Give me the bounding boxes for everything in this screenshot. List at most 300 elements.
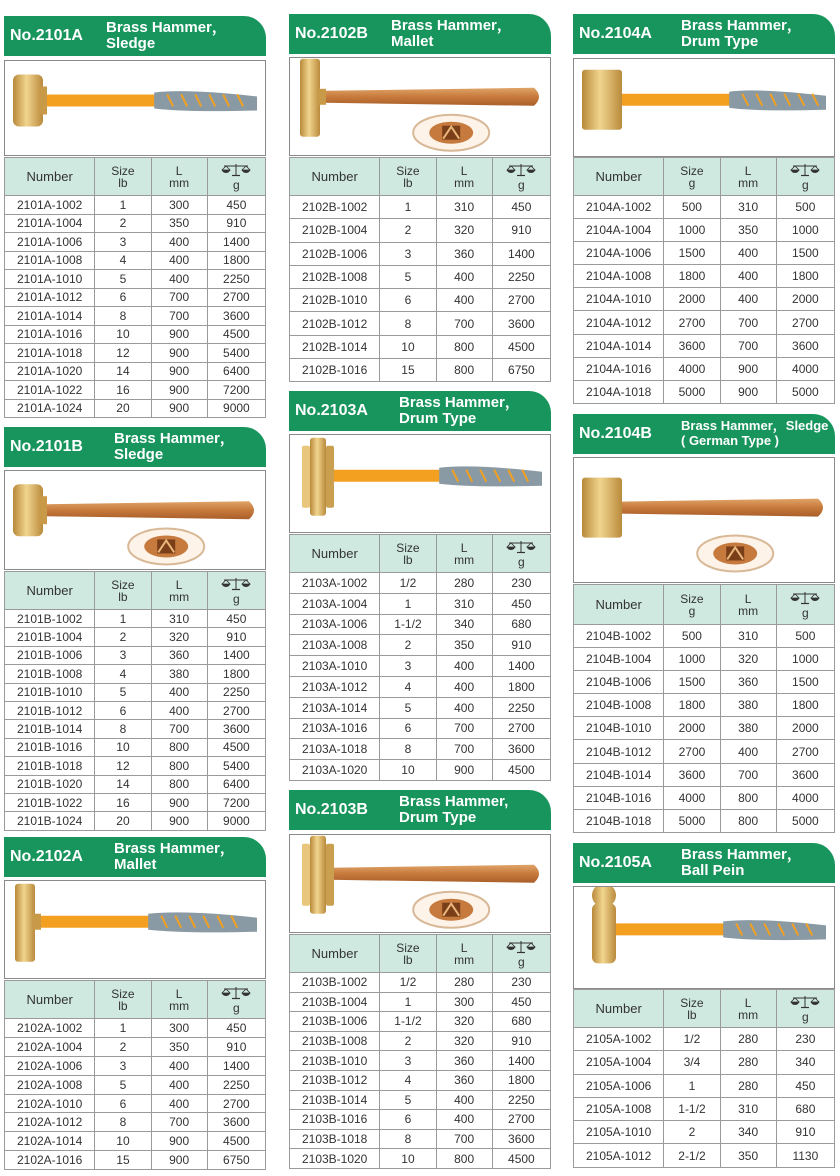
product-number: No.2104A	[579, 25, 652, 42]
table-cell: 2-1/2	[664, 1144, 720, 1167]
table-cell: 400	[151, 270, 207, 289]
table-cell: 360	[436, 1051, 492, 1071]
table-cell: 2250	[492, 697, 550, 718]
table-cell: 1	[664, 1074, 720, 1097]
product-name-line1: Brass Hammer，	[114, 840, 235, 857]
table-cell: 3600	[664, 763, 720, 786]
column-header	[380, 535, 436, 573]
table-cell: 230	[492, 573, 550, 594]
hammer-illustration	[290, 435, 550, 532]
table-cell: 910	[207, 628, 265, 646]
table-cell: 2000	[664, 288, 720, 311]
table-cell: 16	[95, 381, 151, 400]
table-cell: 15	[95, 1151, 151, 1170]
product-name	[399, 794, 508, 826]
table-cell: 6750	[207, 1151, 265, 1170]
table-cell: 700	[151, 720, 207, 738]
table-cell: 800	[436, 359, 492, 382]
table-cell: 280	[720, 1074, 776, 1097]
table-row	[5, 1056, 266, 1075]
table-cell: 2104B-1012	[574, 740, 664, 763]
product-name-line1: Brass Hammer，	[391, 17, 512, 34]
table-cell: 280	[436, 973, 492, 993]
table-cell: 6	[95, 288, 151, 307]
table-row	[5, 344, 266, 363]
table-cell: 8	[95, 720, 151, 738]
table-cell: 450	[776, 1074, 834, 1097]
table-cell: 2104B-1002	[574, 625, 664, 648]
table-cell: 900	[151, 362, 207, 381]
table-cell: 2700	[492, 1110, 550, 1130]
table-cell: 400	[151, 251, 207, 270]
table-cell: 1-1/2	[380, 1012, 436, 1032]
table-row	[574, 357, 835, 380]
table-cell: 2101A-1012	[5, 288, 95, 307]
table-cell: 3/4	[664, 1051, 720, 1074]
table-cell: 4	[95, 251, 151, 270]
column-header-label: L	[175, 163, 183, 178]
table-cell: 2700	[776, 740, 834, 763]
column-header	[290, 935, 380, 973]
table-cell: 320	[436, 1012, 492, 1032]
table-row	[5, 399, 266, 418]
hammer-head	[582, 70, 622, 130]
product-name-line1: Brass Hammer，	[399, 394, 520, 411]
table-cell: 400	[720, 265, 776, 288]
product-image	[573, 886, 835, 989]
table-cell: 2104A-1014	[574, 334, 664, 357]
table-cell: 9000	[207, 399, 265, 418]
spec-table	[289, 934, 551, 1169]
table-cell: 2104A-1004	[574, 219, 664, 242]
table-cell: 5000	[776, 380, 834, 403]
table-cell: 2103A-1016	[290, 718, 380, 739]
table-cell: 900	[151, 344, 207, 363]
table-cell: 8	[380, 312, 436, 335]
table-cell: 2101B-1002	[5, 610, 95, 628]
table-cell: 8	[95, 1113, 151, 1132]
column-header	[664, 585, 720, 625]
table-row	[574, 809, 835, 832]
table-cell: 500	[776, 196, 834, 219]
table-cell: 8	[95, 307, 151, 326]
table-cell: 1800	[492, 1070, 550, 1090]
table-cell: 900	[151, 1151, 207, 1170]
product-number: No.2102B	[295, 25, 368, 42]
table-cell: 5	[380, 1090, 436, 1110]
table-cell: 700	[720, 763, 776, 786]
table-cell: 2000	[776, 288, 834, 311]
column-header	[95, 158, 151, 196]
table-cell: 4500	[207, 1132, 265, 1151]
table-cell: 2101B-1008	[5, 665, 95, 683]
table-cell: 2101B-1024	[5, 812, 95, 830]
table-cell: 2700	[776, 311, 834, 334]
table-row	[290, 242, 551, 265]
table-row	[574, 219, 835, 242]
table-cell: 2102B-1008	[290, 265, 380, 288]
table-cell: 12	[95, 344, 151, 363]
table-row	[574, 694, 835, 717]
table-cell: 2103B-1020	[290, 1149, 380, 1169]
table-cell: 1	[95, 610, 151, 628]
table-cell: 2101A-1002	[5, 196, 95, 215]
table-cell: 800	[151, 775, 207, 793]
product-header	[289, 391, 551, 431]
table-cell: 400	[151, 1056, 207, 1075]
table-cell: 320	[436, 219, 492, 242]
table-cell: 2101B-1020	[5, 775, 95, 793]
table-cell: 2700	[207, 701, 265, 719]
table-cell: 3	[95, 1056, 151, 1075]
column-header	[776, 585, 834, 625]
table-cell: 800	[436, 1149, 492, 1169]
column-header	[5, 981, 95, 1019]
table-cell: 3600	[776, 334, 834, 357]
product-header	[289, 14, 551, 54]
table-cell: 4000	[776, 786, 834, 809]
table-cell: 350	[151, 214, 207, 233]
table-cell: 2250	[492, 1090, 550, 1110]
table-cell: 4500	[207, 325, 265, 344]
table-cell: 2101B-1012	[5, 701, 95, 719]
column-header	[776, 158, 834, 196]
table-cell: 280	[436, 573, 492, 594]
column-header-unit: g	[518, 954, 525, 969]
product-name-line2: Ball Pein	[681, 862, 745, 879]
table-cell: 10	[95, 325, 151, 344]
table-row	[5, 1075, 266, 1094]
table-cell: 1	[380, 992, 436, 1012]
table-cell: 680	[492, 614, 550, 635]
table-cell: 4000	[664, 357, 720, 380]
table-cell: 1-1/2	[380, 614, 436, 635]
table-cell: 230	[776, 1028, 834, 1051]
table-header-row	[290, 935, 551, 973]
hammer-handle	[45, 501, 254, 519]
table-cell: 5	[95, 270, 151, 289]
table-row	[290, 614, 551, 635]
column-header	[290, 158, 380, 196]
table-row	[5, 720, 266, 738]
table-cell: 1800	[492, 676, 550, 697]
table-cell: 2	[380, 1031, 436, 1051]
column-header	[95, 981, 151, 1019]
column-header	[380, 935, 436, 973]
table-cell: 2101A-1006	[5, 233, 95, 252]
table-cell: 680	[492, 1012, 550, 1032]
table-cell: 400	[436, 289, 492, 312]
product-name	[114, 841, 235, 873]
table-cell: 6	[380, 289, 436, 312]
hammer-handle	[620, 90, 826, 110]
table-cell: 400	[151, 701, 207, 719]
table-cell: 2104A-1008	[574, 265, 664, 288]
table-cell: 2	[380, 635, 436, 656]
table-row	[290, 697, 551, 718]
table-cell: 1	[95, 1019, 151, 1038]
table-cell: 2101A-1004	[5, 214, 95, 233]
table-cell: 2101A-1018	[5, 344, 95, 363]
table-cell: 2103A-1012	[290, 676, 380, 697]
product-image	[289, 434, 551, 533]
table-cell: 800	[720, 786, 776, 809]
table-cell: 500	[664, 196, 720, 219]
table-cell: 700	[151, 288, 207, 307]
table-cell: 900	[436, 760, 492, 781]
hammer-illustration	[290, 58, 550, 155]
column-header-unit: lb	[118, 998, 128, 1013]
column-header-unit: lb	[118, 589, 128, 604]
hammer-head	[15, 884, 41, 962]
column-header	[207, 981, 265, 1019]
table-row	[5, 196, 266, 215]
weight-column-icon	[493, 163, 550, 179]
table-cell: 400	[720, 740, 776, 763]
table-cell: 1800	[776, 694, 834, 717]
table-row	[574, 242, 835, 265]
table-cell: 1000	[776, 219, 834, 242]
table-cell: 1000	[664, 219, 720, 242]
table-row	[5, 646, 266, 664]
table-row	[5, 738, 266, 756]
column-header-label: Number	[311, 945, 358, 961]
table-cell: 310	[436, 196, 492, 219]
table-cell: 2103B-1010	[290, 1051, 380, 1071]
table-row	[5, 270, 266, 289]
product-image	[573, 457, 835, 583]
table-cell: 700	[436, 1129, 492, 1149]
table-cell: 2000	[664, 717, 720, 740]
table-row	[574, 288, 835, 311]
column-header	[574, 585, 664, 625]
table-cell: 300	[151, 196, 207, 215]
table-cell: 4000	[664, 786, 720, 809]
table-cell: 400	[436, 1090, 492, 1110]
column-header-unit: g	[518, 554, 525, 569]
table-cell: 700	[720, 334, 776, 357]
table-cell: 5	[95, 683, 151, 701]
table-cell: 1400	[492, 656, 550, 677]
table-cell: 910	[492, 635, 550, 656]
product-image	[573, 58, 835, 157]
table-cell: 2	[664, 1121, 720, 1144]
table-cell: 2	[95, 1037, 151, 1056]
table-cell: 400	[436, 265, 492, 288]
table-cell: 4	[95, 665, 151, 683]
table-cell: 320	[436, 1031, 492, 1051]
table-cell: 2104B-1016	[574, 786, 664, 809]
table-cell: 400	[436, 697, 492, 718]
table-cell: 9000	[207, 812, 265, 830]
column-header-label: Number	[595, 168, 642, 184]
table-cell: 450	[492, 593, 550, 614]
table-cell: 2700	[664, 740, 720, 763]
table-cell: 2101B-1014	[5, 720, 95, 738]
table-row	[574, 648, 835, 671]
column-header	[492, 535, 550, 573]
table-header-row	[574, 990, 835, 1028]
table-cell: 1	[380, 593, 436, 614]
column-header-label: Size	[396, 163, 420, 178]
table-cell: 1800	[776, 265, 834, 288]
table-cell: 310	[720, 1097, 776, 1120]
table-cell: 2103B-1004	[290, 992, 380, 1012]
column-header	[95, 572, 151, 610]
column-header	[720, 158, 776, 196]
column-header	[776, 990, 834, 1028]
table-cell: 2	[95, 628, 151, 646]
table-cell: 450	[207, 1019, 265, 1038]
table-row	[5, 701, 266, 719]
hammer-head	[300, 59, 326, 137]
product-image	[4, 470, 266, 570]
table-row	[5, 307, 266, 326]
table-cell: 5000	[776, 809, 834, 832]
wedge-detail-inset	[697, 535, 773, 571]
product-name-line1: Brass Hammer，Sledge	[681, 418, 829, 433]
table-cell: 16	[95, 793, 151, 811]
table-row	[574, 1121, 835, 1144]
product-name	[681, 18, 802, 50]
table-header-row	[5, 158, 266, 196]
table-row	[574, 1144, 835, 1167]
table-cell: 8	[380, 739, 436, 760]
table-cell: 2104A-1006	[574, 242, 664, 265]
table-row	[290, 1129, 551, 1149]
table-cell: 2103A-1002	[290, 573, 380, 594]
table-cell: 2105A-1006	[574, 1074, 664, 1097]
balance-scale-icon	[790, 591, 820, 605]
table-row	[290, 656, 551, 677]
table-cell: 2102B-1010	[290, 289, 380, 312]
table-cell: 2102B-1006	[290, 242, 380, 265]
table-cell: 2103A-1020	[290, 760, 380, 781]
weight-column-icon	[493, 540, 550, 556]
table-cell: 3600	[207, 1113, 265, 1132]
table-cell: 14	[95, 775, 151, 793]
table-cell: 900	[151, 381, 207, 400]
table-cell: 700	[436, 718, 492, 739]
column-header-label: Size	[111, 163, 135, 178]
table-row	[574, 265, 835, 288]
column-header-label: Size	[111, 577, 135, 592]
table-row	[5, 362, 266, 381]
table-row	[574, 311, 835, 334]
table-cell: 1-1/2	[664, 1097, 720, 1120]
table-row	[5, 1151, 266, 1170]
table-cell: 1800	[207, 251, 265, 270]
hammer-illustration	[574, 887, 834, 988]
table-cell: 2101A-1010	[5, 270, 95, 289]
table-cell: 3600	[207, 720, 265, 738]
table-cell: 310	[720, 625, 776, 648]
table-cell: 2	[380, 219, 436, 242]
table-cell: 1500	[664, 242, 720, 265]
hammer-head	[13, 484, 47, 536]
table-row	[574, 1028, 835, 1051]
product-name-line1: Brass Hammer,	[399, 793, 509, 810]
table-cell: 3	[380, 1051, 436, 1071]
table-cell: 800	[151, 738, 207, 756]
spec-table	[573, 157, 835, 404]
table-cell: 1500	[776, 671, 834, 694]
weight-column-icon	[208, 986, 265, 1002]
table-row	[290, 265, 551, 288]
table-cell: 300	[436, 992, 492, 1012]
table-cell: 12	[95, 757, 151, 775]
table-cell: 3	[95, 646, 151, 664]
table-cell: 400	[720, 242, 776, 265]
column-header-unit: mm	[454, 952, 475, 967]
table-row	[290, 718, 551, 739]
table-cell: 340	[776, 1051, 834, 1074]
table-cell: 400	[151, 1094, 207, 1113]
weight-column-icon	[208, 163, 265, 179]
table-row	[5, 1132, 266, 1151]
column-header	[574, 990, 664, 1028]
product-name	[391, 18, 512, 50]
table-cell: 300	[151, 1019, 207, 1038]
table-cell: 5400	[207, 757, 265, 775]
table-row	[290, 992, 551, 1012]
table-cell: 910	[207, 214, 265, 233]
product-header	[4, 16, 266, 56]
product-name-line1: Brass Hammer，	[681, 17, 802, 34]
table-header-row	[5, 981, 266, 1019]
table-cell: 3	[380, 656, 436, 677]
column-header	[436, 158, 492, 196]
table-cell: 2105A-1004	[574, 1051, 664, 1074]
column-header-label: Size	[396, 940, 420, 955]
table-cell: 2102B-1012	[290, 312, 380, 335]
table-row	[290, 1110, 551, 1130]
table-row	[5, 325, 266, 344]
column-header	[664, 158, 720, 196]
table-cell: 1400	[207, 646, 265, 664]
table-cell: 1/2	[380, 573, 436, 594]
product-name-line1: Brass Hammer，	[114, 430, 235, 447]
table-cell: 2101A-1020	[5, 362, 95, 381]
table-cell: 700	[720, 311, 776, 334]
product-image	[289, 834, 551, 933]
table-cell: 2104A-1010	[574, 288, 664, 311]
table-cell: 450	[492, 992, 550, 1012]
table-row	[290, 219, 551, 242]
table-cell: 500	[776, 625, 834, 648]
product-number: No.2101B	[10, 438, 83, 455]
column-header-unit: mm	[738, 175, 759, 190]
table-cell: 20	[95, 812, 151, 830]
column-header-label: L	[744, 995, 752, 1010]
table-cell: 2	[95, 214, 151, 233]
product-header	[573, 14, 835, 54]
table-cell: 3600	[207, 307, 265, 326]
wedge-detail-inset	[413, 115, 489, 151]
table-cell: 900	[151, 812, 207, 830]
table-cell: 5	[380, 265, 436, 288]
table-cell: 400	[720, 288, 776, 311]
table-cell: 910	[492, 1031, 550, 1051]
hammer-illustration	[290, 835, 550, 932]
product-number: No.2105A	[579, 854, 652, 871]
table-cell: 2700	[492, 289, 550, 312]
column-header	[207, 572, 265, 610]
hammer-illustration	[574, 458, 834, 582]
table-cell: 2101A-1022	[5, 381, 95, 400]
table-cell: 900	[151, 399, 207, 418]
product-name	[114, 431, 235, 463]
